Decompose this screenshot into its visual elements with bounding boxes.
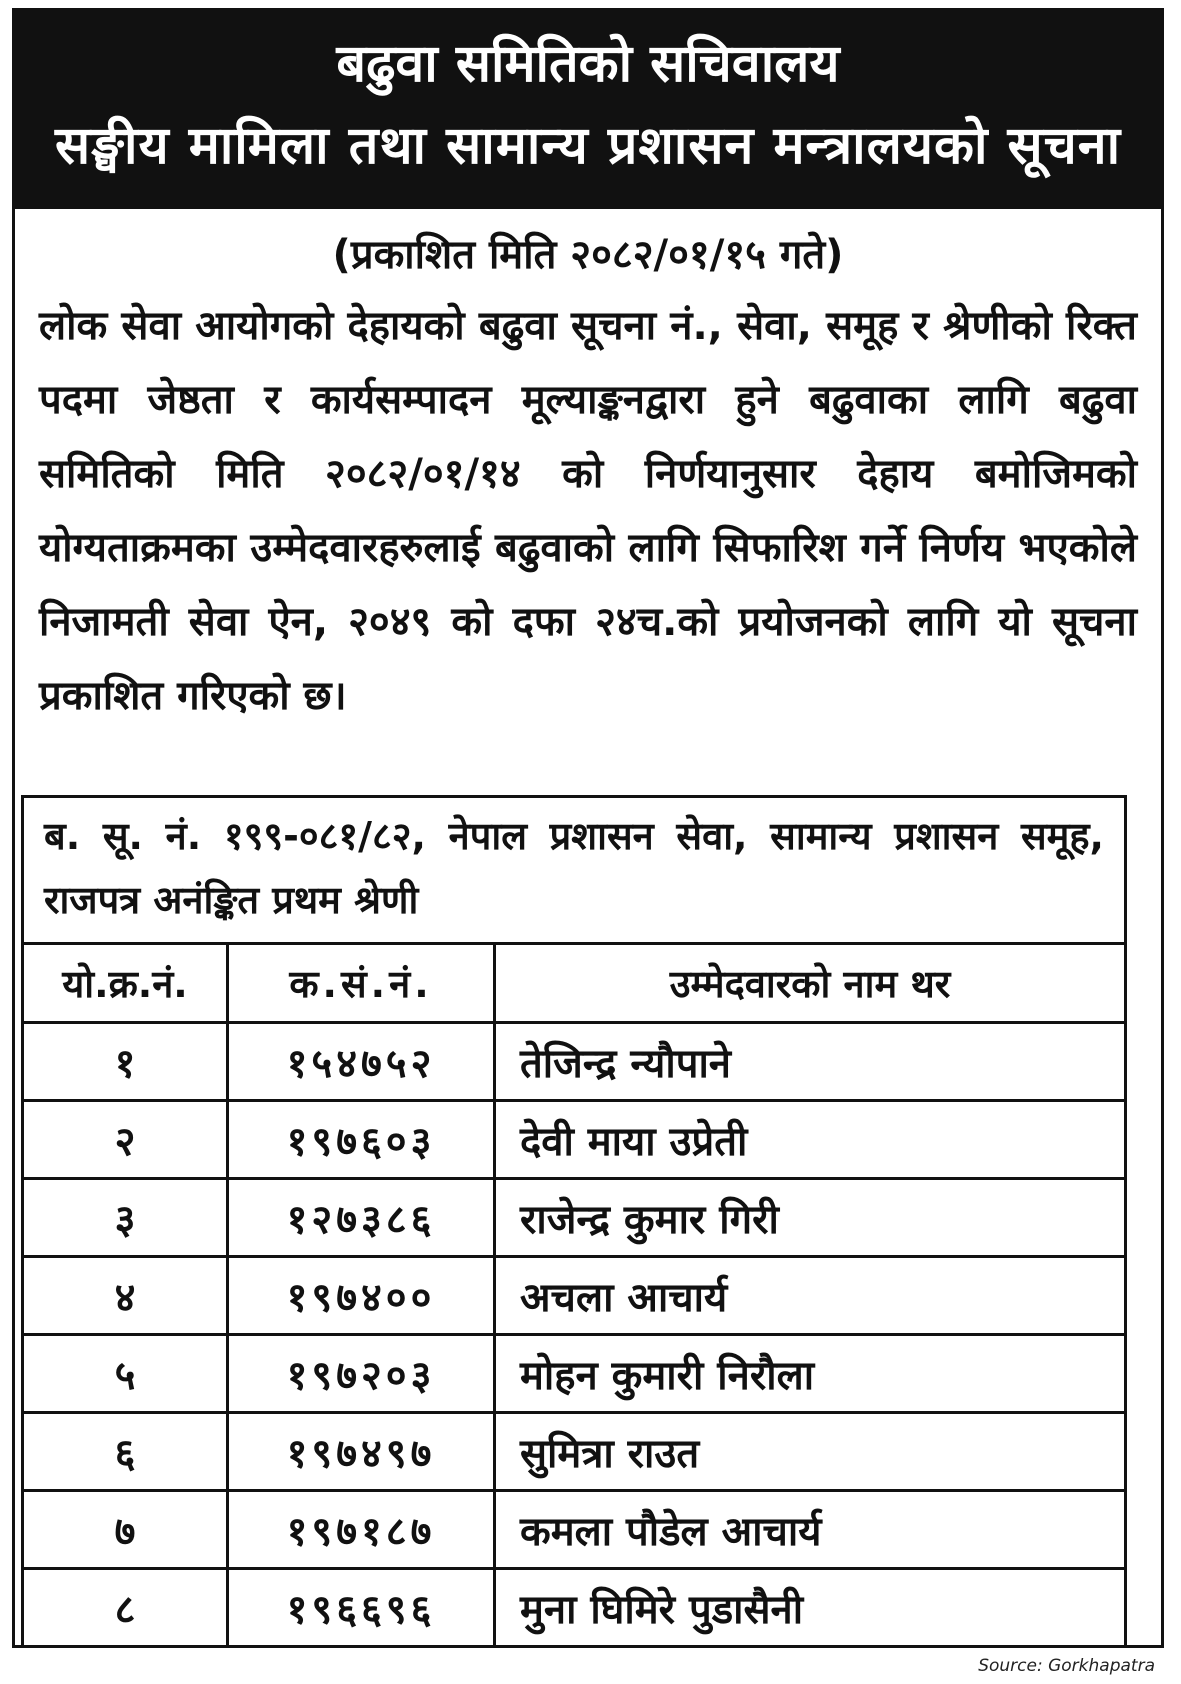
cell-name: देवी माया उप्रेती [495,1101,1126,1179]
cell-name: सुमित्रा राउत [495,1413,1126,1491]
cell-number: १९७४०० [228,1257,495,1335]
table-row [23,1257,1126,1335]
table-row [23,1335,1126,1413]
cell-serial: २ [23,1101,228,1179]
column-header-serial: यो.क्र.नं. [23,944,228,1023]
header-title: बढुवा समितिको सचिवालय [336,34,840,94]
column-header-number: क.सं.नं. [228,944,495,1023]
cell-name: अचला आचार्य [495,1257,1126,1335]
cell-name: मुना घिमिरे पुडासैनी [495,1569,1126,1647]
cell-serial: ३ [23,1179,228,1257]
candidate-table [21,795,1127,1648]
table-caption: ब. सू. नं. १९९-०८१/८२, नेपाल प्रशासन सेवा, सामान्य प्रशासन समूह, राजपत्र अनंङ्कित प्रथम श्रेणी [23,797,1126,944]
table-row [23,1023,1126,1101]
cell-number: १९७४९७ [228,1413,495,1491]
table-row [23,1569,1126,1647]
cell-serial: ५ [23,1335,228,1413]
cell-number: १९७१८७ [228,1491,495,1569]
cell-serial: ४ [23,1257,228,1335]
cell-serial: ८ [23,1569,228,1647]
cell-number: १५४७५२ [228,1023,495,1101]
table-row [23,1491,1126,1569]
cell-name: राजेन्द्र कुमार गिरी [495,1179,1126,1257]
cell-number: १९७२०३ [228,1335,495,1413]
cell-name: मोहन कुमारी निरौला [495,1335,1126,1413]
table-row [23,1179,1126,1257]
source-credit: Source: Gorkhapatra [978,1656,1155,1676]
table-header-row [23,944,1126,1023]
cell-name: तेजिन्द्र न्यौपाने [495,1023,1126,1101]
cell-serial: ७ [23,1491,228,1569]
cell-number: १९६६९६ [228,1569,495,1647]
notice-body: लोक सेवा आयोगको देहायको बढुवा सूचना नं., सेवा, समूह र श्रेणीको रिक्त पदमा जेष्ठता र कार्यसम्पादन मूल्याङ्कनद्वारा हुने बढुवाका लागि बढुवा समितिको मिति २०८२/०१/१४ को निर्णयानुसार देहाय बमोजिमको योग्यताक्रमका उम्मेदवारहरुलाई बढुवाको लागि सिफारिश गर्ने निर्णय भएकोले निजामती सेवा ऐन, २०४९ को दफा २४च.को प्रयोजनको लागि यो सूचना प्रकाशित गरिएको छ। [39,303,1137,719]
table-row [23,1101,1126,1179]
notice-header [15,11,1161,209]
cell-serial: १ [23,1023,228,1101]
cell-number: १२७३८६ [228,1179,495,1257]
column-header-name: उम्मेदवारको नाम थर [495,944,1126,1023]
cell-number: १९७६०३ [228,1101,495,1179]
cell-serial: ६ [23,1413,228,1491]
table-row [23,1413,1126,1491]
published-date: (प्रकाशित मिति २०८२/०१/१५ गते) [332,232,844,278]
cell-name: कमला पौडेल आचार्य [495,1491,1126,1569]
header-subtitle: सङ्घीय मामिला तथा सामान्य प्रशासन मन्त्रालयको सूचना [54,116,1122,176]
